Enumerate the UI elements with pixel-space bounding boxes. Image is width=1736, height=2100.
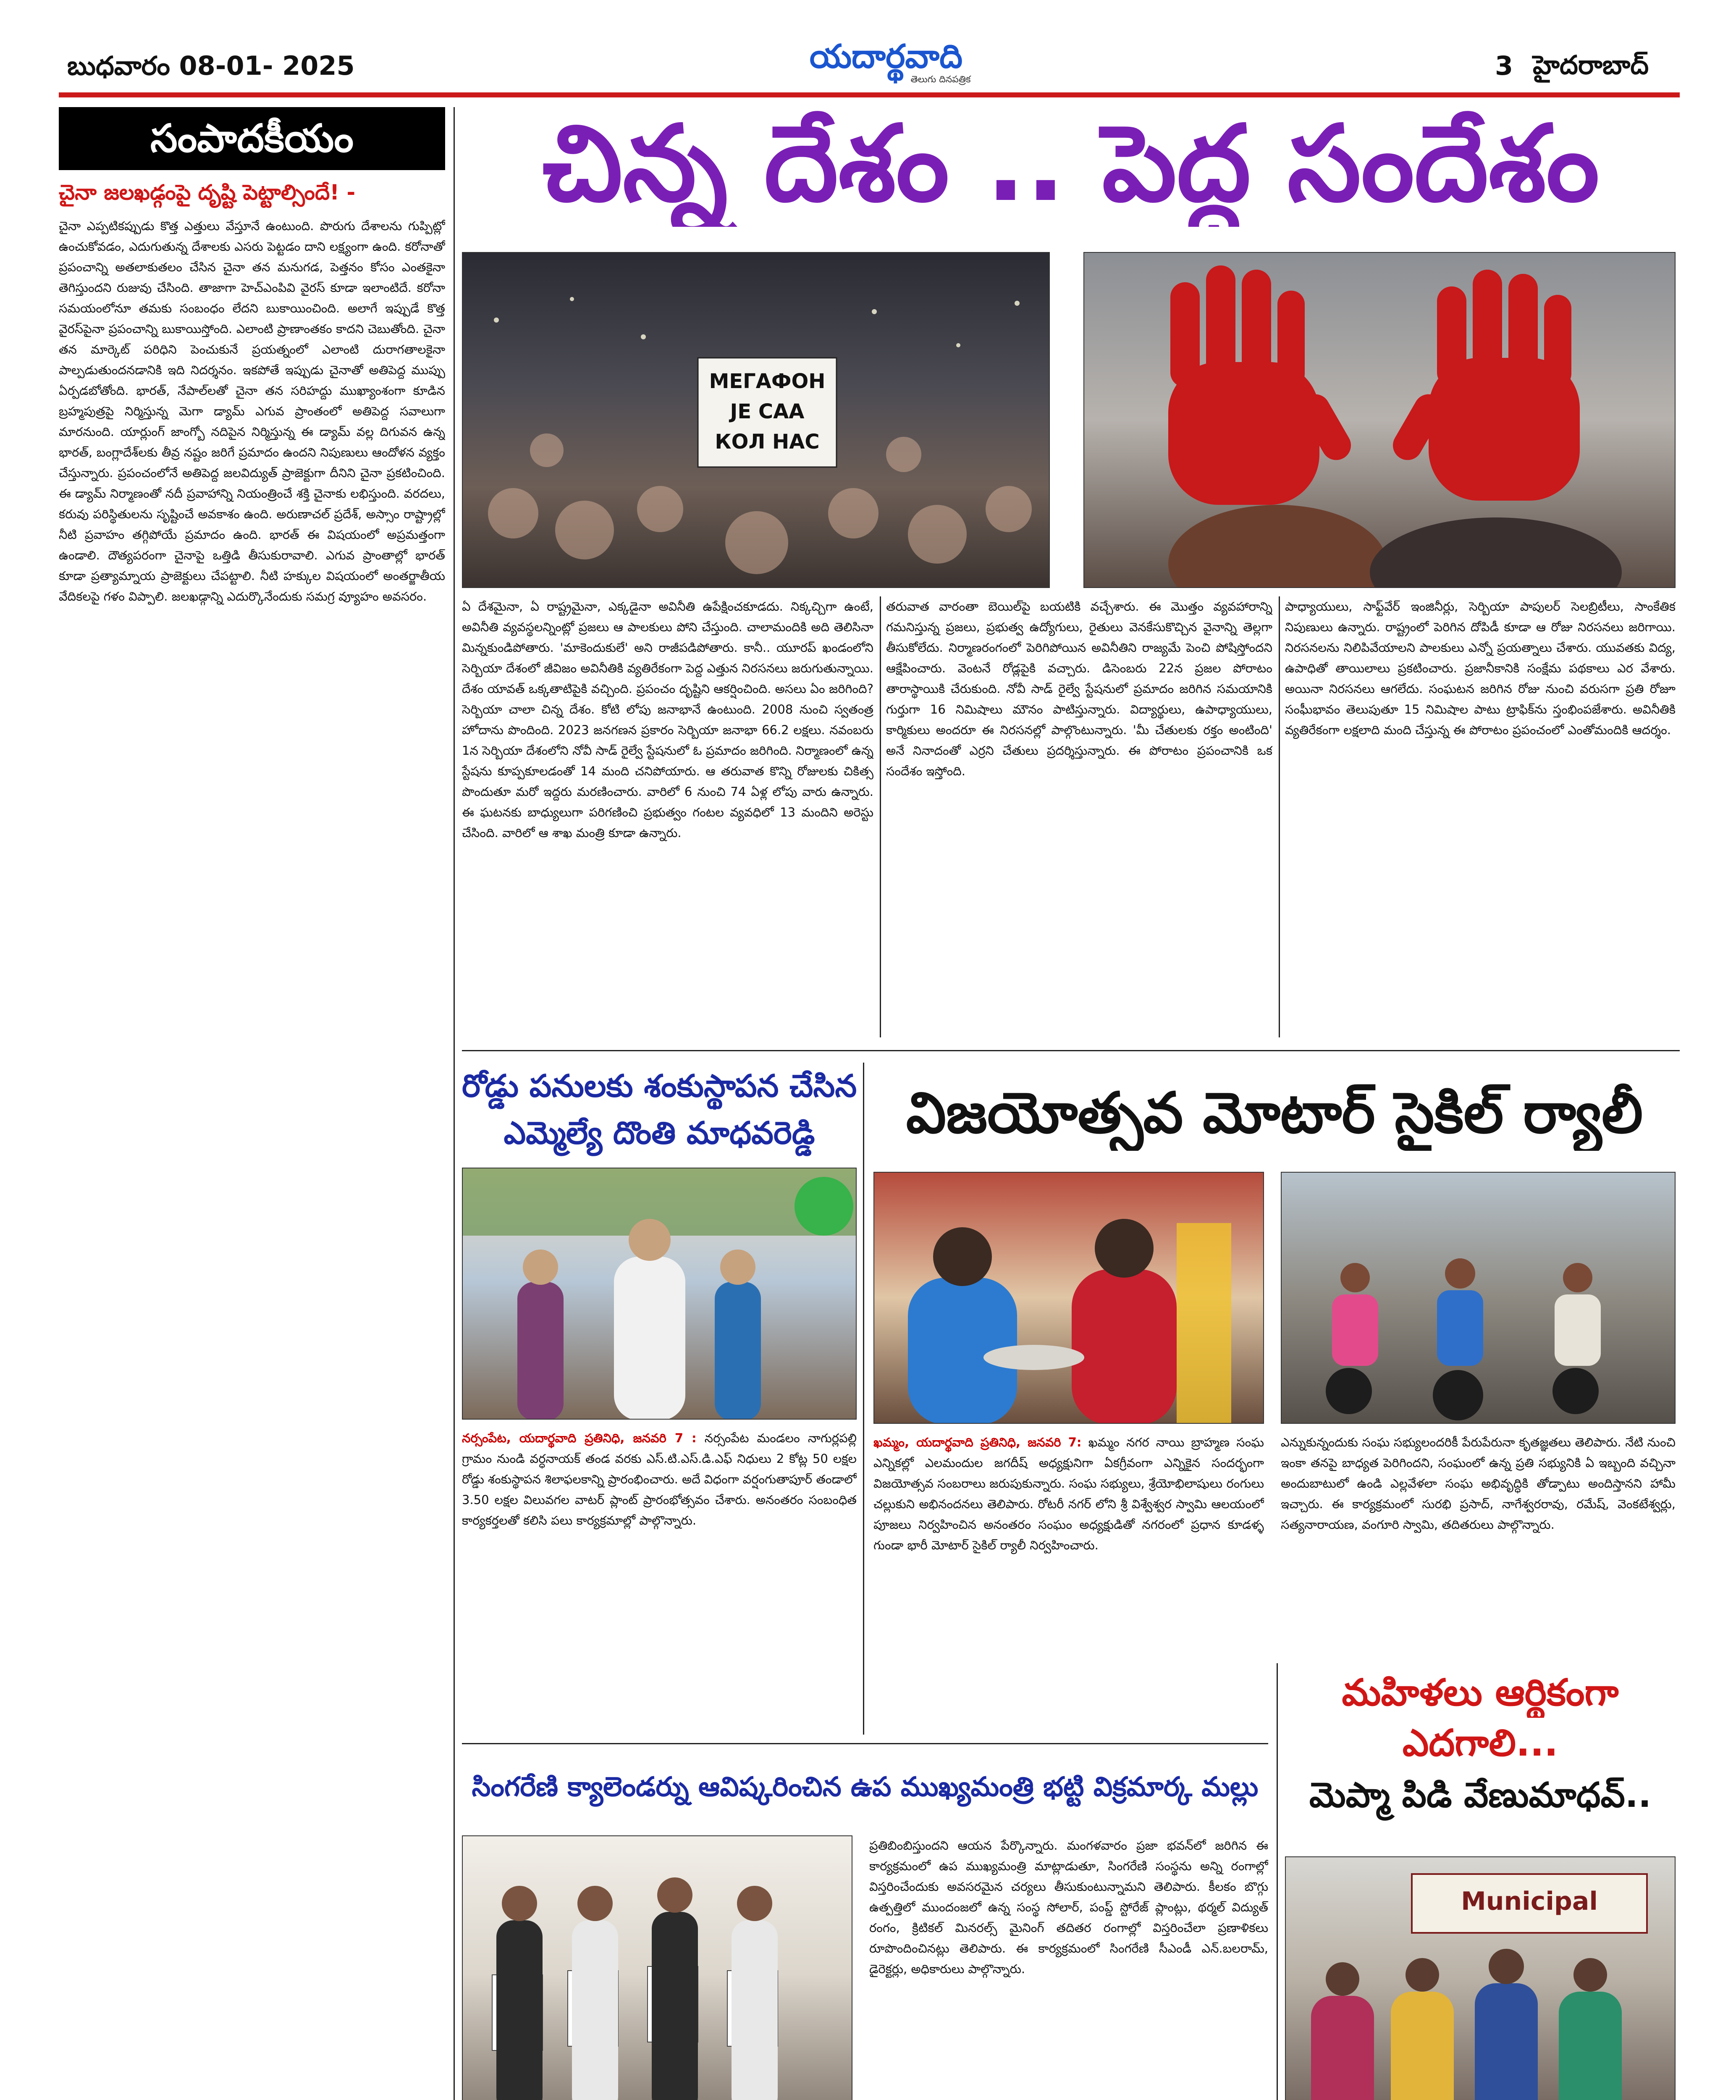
editorial-body: చైనా ఎప్పటికప్పుడు కొత్త ఎత్తులు వేస్తూనే ఉంటుంది. పొరుగు దేశాలను గుప్పిట్లో ఉంచుకోవడం, ఎదుగుతున్న దేశాలకు ఎసరు పెట్టడం దాని లక్ష్యంగా ఉంది. కరోనాతో ప్రపంచాన్ని అతలాకుతలం చేసిన చైనా తన మనుగడ, పెత్తనం కోసం ఎంతకైనా తెగిస్తుందని రుజువు చేసింది. తాజాగా హెచ్‌ఎంపివి వైరస్‌ కూడా ఇలాంటిదే. కరోనా సమయంలోనూ తమకు సంబంధం లేదని బుకాయించింది. అలాగే ఇప్పుడే కొత్త వైరస్‌పైనా ప్రపంచాన్ని బుకాయిస్తోంది. ఎలాంటి ప్రాణాంతకం కాదని చెబుతోంది. చైనా తన మార్కెట్‌ పరిధిని పెంచుకునే ప్రయత్నంలో ఎలాంటి దురాగతాలకైనా పాల్పడుతుందనడానికి ఇది నిదర్శనం. ఇకపోతే ఇప్పుడు చైనాతో అతిపెద్ద ముప్పు ఏర్పడబోతోంది. భారత్‌, నేపాల్‌లతో చైనా తన సరిహద్దు ముఖ్యాంశంగా కూడిన బ్రహ్మపుత్రపై నిర్మిస్తున్న మెగా డ్యామ్‌ ఎగువ ప్రాంతంలో అతిపెద్ద సవాలుగా మారనుంది. యార్లుంగ్‌ జాంగ్బో నదిపైన నిర్మిస్తున్న ఈ డ్యామ్‌ వల్ల దిగువన ఉన్న భారత్‌, బంగ్లాదేశ్‌లకు తీవ్ర నష్టం జరిగే ప్రమాదం ఉందని నిపుణులు ఆందోళన వ్యక్తం చేస్తున్నారు. ప్రపంచంలోనే అతిపెద్ద జలవిద్యుత్‌ ప్రాజెక్టుగా దీనిని చైనా ప్రకటించింది. ఈ డ్యామ్‌ నిర్మాణంతో నదీ ప్రవాహాన్ని నియంత్రించే శక్తి చైనాకు లభిస్తుంది. వరదలు, కరువు పరిస్థితులను సృష్టించే అవకాశం ఉంది. అరుణాచల్‌ ప్రదేశ్‌, అస్సాం రాష్ట్రాల్లో నీటి ప్రవాహం తగ్గిపోయే ప్రమాదం ఉంది. భారత్‌ ఈ విషయంలో అప్రమత్తంగా ఉండాలి. దౌత్యపరంగా చైనాపై ఒత్తిడి తీసుకురావాలి. ఎగువ ప్రాంతాల్లో భారత్‌ కూడా ప్రత్యామ్నాయ ప్రాజెక్టులు చేపట్టాలి. నీటి హక్కుల విషయంలో అంతర్జాతీయ వేదికలపై గళం విప్పాలి. జలఖడ్గాన్ని ఎదుర్కొనేందుకు సమగ్ర వ్యూహం అవసరం.	[59, 219, 445, 604]
column-divider	[454, 107, 455, 2100]
top-story-col3: పాధ్యాయులు, సాఫ్ట్‌వేర్‌ ఇంజినీర్లు, సెర్బియా పాపులర్‌ సెలబ్రిటీలు, సాంకేతిక నిపుణులు ఉన్నారు. రాష్ట్రంలో పెరిగిన దోపిడీ కూడా ఆ రోజు నిరసనలు జరిగాయి. నిరసనలను నిలిపివేయాలని పాలకులు ఎన్నో ప్రయత్నాలు చేశారు. యువతకు విద్య, ఉపాధితో తాయిలాలు ప్రకటించారు. ప్రజానీకానికి సంక్షేమ పథకాలు ఎర వేశారు. అయినా నిరసనలు ఆగలేదు. సంఘటన జరిగిన రోజు నుంచి వరుసగా ప్రతి రోజూ సంఘీభావం తెలుపుతూ 15 నిమిషాల పాటు ట్రాఫిక్‌ను స్తంభింపజేశారు. అవినీతికి వ్యతిరేకంగా లక్షలాది మంది చేస్తున్న ఈ పోరాటం ప్రపంచంలో ఎంతోమందికి ఆదర్శం.	[1285, 599, 1676, 737]
women-story-photo	[1285, 1856, 1676, 2100]
roads-headline-line2: ఎమ్మెల్యే దొంతి మాధవరెడ్డి	[503, 1115, 815, 1151]
logo-subtitle: తెలుగు దినపత్రిక	[910, 74, 971, 85]
women-headline-line2: ఎదగాలి...	[1402, 1721, 1558, 1764]
women-headline-line1: మహిళలు ఆర్థికంగా	[1342, 1671, 1619, 1714]
rally-story-body-2: ఎన్నుకున్నందుకు సంఘ సభ్యులందరికీ పేరుపేరునా కృతజ్ఞతలు తెలిపారు. నేటి నుంచి ఇంకా తనపై బాధ్యత పెరిగిందని, సంఘంలో ఉన్న ప్రతి సభ్యునికి ఏ ఇబ్బంది వచ్చినా అందుబాటులో ఉండి ఎల్లవేళలా సంఘ అభివృద్ధికి తోడ్పాటు అందిస్తానని హామీ ఇచ్చారు. ఈ కార్యక్రమంలో సురభి ప్రసాద్‌, నాగేశ్వరరావు, రమేష్‌, వెంకటేశ్వర్లు, సత్యనారాయణ, వంగూరి స్వామి, తదితరులు పాల్గొన్నారు.	[1281, 1435, 1676, 1532]
singareni-story-headline: సింగరేణి క్యాలెండర్ను ఆవిష్కరించిన ఉప ముఖ్యమంత్రి భట్టి విక్రమార్క మల్లు	[472, 1772, 1259, 1803]
red-hands-illustration	[1084, 253, 1676, 588]
roads-headline-line1: రోడ్డు పనులకు శంకుస్థాపన చేసిన	[462, 1068, 857, 1104]
rally-dateline: ఖమ్మం, యదార్థవాది ప్రతినిధి, జనవరి 7:	[873, 1435, 1082, 1449]
masthead-logo	[773, 39, 999, 89]
masthead-page-number: 3	[1495, 50, 1513, 81]
roads-photo-illustration	[463, 1168, 857, 1420]
masthead-date: బుధవారం 08-01- 2025	[67, 50, 355, 81]
rally-body-text: ఖమ్మం నగర నాయి బ్రాహ్మణ సంఘ ఎన్నికల్లో ఎలమందుల జగదీష్‌ అధ్యక్షునిగా ఏకగ్రీవంగా ఎన్నికైన సందర్భంగా విజయోత్సవ సంబరాలు జరుపుకున్నారు. సంఘ సభ్యులు, శ్రేయోభిలాషులు రంగులు చల్లుకుని అభినందనలు తెలిపారు. రోటరీ నగర్‌ లోని శ్రీ విశ్వేశ్వర స్వామి ఆలయంలో పూజలు నిర్వహించిన అనంతరం సంఘం అధ్యక్షుడితో నగరంలో ప్రధాన కూడళ్ళ గుండా భారీ మోటార్‌ సైకిల్‌ ర్యాలీ నిర్వహించారు.	[873, 1435, 1264, 1552]
roads-body-text: నర్సంపేట మండలం నాగుర్లపల్లి గ్రామం నుండి వర్ధనాయక్‌ తండ వరకు ఎస్‌.టి.ఎస్‌.డి.ఎఫ్‌ నిధులు 2 కోట్ల 50 లక్షల రోడ్డు శంకుస్థాపన శిలాఫలకాన్ని ప్రారంభించారు. అదే విధంగా వర్షంగుతాపూర్‌ తండాలో 3.50 లక్షల విలువగల వాటర్‌ ప్లాంట్‌ ప్రారంభోత్సవం చేశారు. అనంతరం సంబంధిత కార్యకర్తలతో కలిసి పలు కార్యక్రమాల్లో పాల్గొన్నారు.	[462, 1431, 857, 1528]
top-story-headline: చిన్న దేశం .. పెద్ద సందేశం	[542, 102, 1600, 225]
roads-dateline: నర్సంపేట, యదార్థవాది ప్రతినిధి, జనవరి 7 :	[462, 1431, 697, 1445]
logo-text: యదార్థవాది	[809, 38, 963, 76]
rally-photo-2	[1281, 1172, 1676, 1424]
rally-photo-2-illustration	[1282, 1173, 1676, 1424]
rally-photo-1	[873, 1172, 1264, 1424]
editorial-section-title: సంపాదకీయం	[59, 107, 445, 170]
column-divider	[1277, 1663, 1278, 2100]
column-divider	[863, 1063, 864, 1735]
section-divider	[462, 1050, 1680, 1051]
roads-story-body	[462, 1428, 857, 1735]
singareni-story-body-2: ప్రతిబింబిస్తుందని ఆయన పేర్కొన్నారు. మంగళవారం ప్రజా భవన్‌లో జరిగిన ఈ కార్యక్రమంలో ఉప ముఖ్యమంత్రి మాట్లాడుతూ, సింగరేణి సంస్థను అన్ని రంగాల్లో విస్తరించేందుకు అవసరమైన చర్యలు తీసుకుంటున్నామని తెలిపారు. కీలకం బొగ్గు ఉత్పత్తిలో ముందంజలో ఉన్న సంస్థ సోలార్‌, పంప్డ్‌ స్టోరేజ్‌ ప్లాంట్లు, థర్మల్‌ విద్యుత్‌ రంగం, క్రిటికల్‌ మినరల్స్‌ మైనింగ్‌ తదితర రంగాల్లో విస్తరించేలా ప్రణాళికలు రూపొందించినట్లు తెలిపారు. ఈ కార్యక్రమంలో సింగరేణి సీఎండీ ఎన్‌.బలరామ్‌, డైరెక్టర్లు, అధికారులు పాల్గొన్నారు.	[869, 1838, 1268, 1976]
top-story-photo-right	[1083, 252, 1676, 588]
rally-story-body	[873, 1432, 1264, 1735]
column-divider	[880, 596, 881, 1037]
protest-sign: МЕГАФОН ЈЕ САА КОЛ НАС	[709, 370, 826, 454]
women-subhead: మెప్మా పిడి వేణుమాధవ్..	[1309, 1775, 1652, 1815]
women-story-headline	[1285, 1667, 1676, 1844]
editorial-headline: చైనా జలఖడ్గంపై దృష్టి పెట్టాల్సిందే! -	[59, 180, 356, 205]
top-story-col2: తరువాత వారంతా బెయిల్‌పై బయటికి వచ్చేశారు. ఈ మొత్తం వ్యవహారాన్ని గమనిస్తున్న ప్రజలు, ప్రభుత్వ ఉద్యోగులు, రైతులు వెనకేసుకొచ్చిన వైనాన్ని తెల్లగా తీసుకోలేదు. నిర్మాణరంగంలో పెరిగిపోయిన అవినీతిని రాజ్యమే పెంచి పోషిస్తోందని ఆక్షేపించారు. వెంటనే రోడ్లపైకి వచ్చారు. డిసెంబరు 22న ప్రజల పోరాటం తారాస్థాయికి చేరుకుంది. నోవీ సాడ్‌ రైల్వే స్టేషనులో ప్రమాదం జరిగిన సమయానికి గుర్తుగా 16 నిమిషాలు మౌనం పాటిస్తున్నారు. విద్యార్థులు, ఉపాధ్యాయులు, కార్మికులు అందరూ ఈ నిరసనల్లో పాల్గొంటున్నారు. 'మీ చేతులకు రక్తం అంటింది' అనే నినాదంతో ఎర్రని చేతులు ప్రదర్శిస్తున్నారు. ఈ పోరాటం ప్రపంచానికి ఒక సందేశం ఇస్తోంది.	[886, 599, 1272, 778]
singareni-story-photo	[462, 1835, 852, 2100]
column-divider	[1279, 596, 1280, 1037]
masthead-rule	[59, 92, 1680, 97]
rally-story-headline: విజయోత్సవ మోటార్ సైకిల్ ర్యాలీ	[906, 1080, 1643, 1146]
roads-story-headline	[462, 1063, 857, 1159]
women-photo-banner: Municipal	[1461, 1887, 1598, 1916]
masthead-city: హైదరాబాద్	[1533, 50, 1649, 80]
section-divider	[462, 1743, 1268, 1744]
top-story-col1: ఏ దేశమైనా, ఏ రాష్ట్రమైనా, ఎక్కడైనా అవినీతి ఉపేక్షించకూడదు. నిక్కచ్చిగా ఉంటే, అవినీతి వ్యవస్థలన్నింట్లో ప్రజలు ఆ పాలకులు పోని చేస్తుంది. చాలామందికి అది తెలిసినా మిన్నకుండిపోతారు. 'మాకెందుకులే' అని రాజీపడిపోతారు. కానీ.. యూరప్‌ ఖండంలోని సెర్బియా దేశంలో జీవిజం అవినీతికి వ్యతిరేకంగా పెద్ద ఎత్తున నిరసనలు జరుగుతున్నాయి. దేశం యావత్‌ ఒక్కతాటిపైకి వచ్చింది. ప్రపంచం దృష్టిని ఆకర్షించింది. అసలు ఏం జరిగింది? సెర్బియా చాలా చిన్న దేశం. కోటి లోపు జనాభానే ఉంటుంది. 2008 నుంచి స్వతంత్ర హోదాను పొందింది. 2023 జనగణన ప్రకారం సెర్బియా జనాభా 66.2 లక్షలు. నవంబరు 1న సెర్బియా దేశంలోని నోవీ సాడ్‌ రైల్వే స్టేషనులో ఓ ప్రమాదం జరిగింది. నిర్మాణంలో ఉన్న స్టేషను కూప్పకూలడంతో 14 మంది చనిపోయారు. ఆ తరువాత కొన్ని రోజులకు చికిత్స పొందుతూ మరో ఇద్దరు మరణించారు. వారిలో 6 నుంచి 74 ఏళ్ల లోపు వారు ఉన్నారు. ఈ ఘటనకు బాధ్యులుగా పరిగణించి ప్రభుత్వం గంటల వ్యవధిలో 13 మందిని అరెస్టు చేసింది. వారిలో ఆ శాఖ మంత్రి కూడా ఉన్నారు.	[462, 599, 873, 840]
roads-story-photo	[462, 1168, 857, 1420]
editorial-column	[59, 107, 445, 2100]
rally-photo-1-illustration	[874, 1173, 1264, 1424]
top-story-photo-left	[462, 252, 1050, 588]
singareni-photo-illustration	[463, 1836, 852, 2100]
